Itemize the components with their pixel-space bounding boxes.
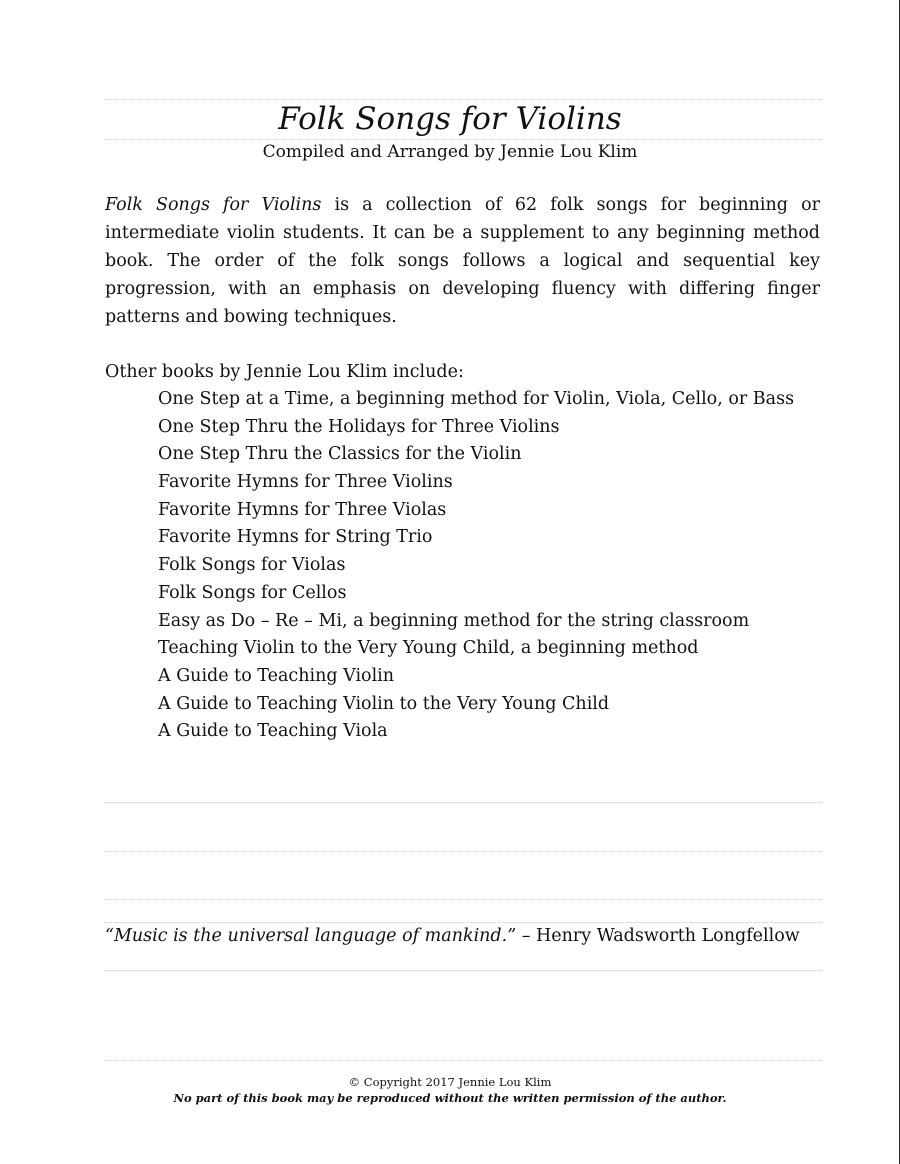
- book-item: One Step Thru the Classics for the Violin: [158, 444, 522, 465]
- rule-lower-2: [104, 851, 822, 852]
- book-item: Folk Songs for Cellos: [158, 582, 347, 603]
- rule-lower-3: [104, 899, 822, 900]
- book-item: One Step Thru the Holidays for Three Violins: [158, 416, 560, 437]
- book-item: Easy as Do – Re – Mi, a beginning method for the string classroom: [158, 610, 750, 631]
- other-books-list: [158, 386, 794, 746]
- book-item: One Step at a Time, a beginning method for Violin, Viola, Cello, or Bass: [158, 389, 795, 409]
- rule-lower-1: [104, 802, 822, 803]
- book-item: Teaching Violin to the Very Young Child, a beginning method: [158, 638, 699, 659]
- quote: [105, 922, 800, 950]
- quote-attribution: – Henry Wadsworth Longfellow: [516, 926, 800, 946]
- copyright-line: © Copyright 2017 Jennie Lou Klim: [348, 1075, 552, 1089]
- intro-paragraph: [105, 191, 820, 331]
- book-item: Favorite Hymns for String Trio: [158, 527, 433, 548]
- page-subtitle: Compiled and Arranged by Jennie Lou Klim: [262, 142, 638, 162]
- book-item: A Guide to Teaching Violin to the Very Young Child: [158, 693, 610, 714]
- book-item: Folk Songs for Violas: [158, 555, 346, 576]
- intro-text: is a collection of 62 folk songs for beginning or intermediate violin students. It can be a supplement to any beginning method book. The order of the folk songs follows a logical and sequential key progression, with an emphasis on developing fluency with differing finger patterns and bowing techniques.: [105, 195, 820, 327]
- rule-above-footer: [104, 1060, 822, 1061]
- quote-text: “Music is the universal language of mankind.”: [105, 926, 517, 946]
- book-item: A Guide to Teaching Violin: [158, 665, 395, 686]
- book-item: Favorite Hymns for Three Violas: [158, 499, 447, 520]
- page-title: Folk Songs for Violins: [278, 101, 622, 137]
- rule-below-quote: [104, 970, 822, 971]
- book-item: Favorite Hymns for Three Violins: [158, 472, 453, 493]
- intro-book-title: Folk Songs for Violins: [105, 195, 322, 215]
- other-books-heading: Other books by Jennie Lou Klim include:: [105, 362, 464, 382]
- book-item: A Guide to Teaching Viola: [158, 721, 388, 742]
- reproduction-notice: No part of this book may be reproduced without the written permission of the author.: [173, 1091, 727, 1105]
